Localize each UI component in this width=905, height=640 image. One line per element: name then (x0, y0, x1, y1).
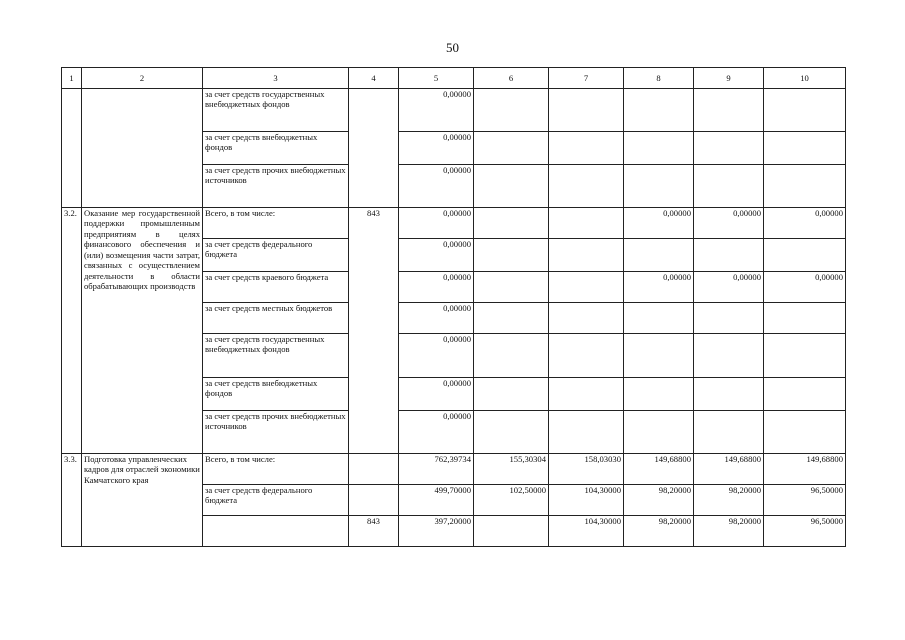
value-cell: 0,00000 (399, 272, 474, 303)
item-number: 3.3. (62, 454, 82, 547)
value-cell: 0,00000 (399, 208, 474, 239)
value-cell: 0,00000 (399, 378, 474, 411)
value-cell: 0,00000 (694, 208, 764, 239)
table-row (62, 208, 846, 239)
source-cell: Всего, в том числе: (203, 208, 349, 239)
column-header: 5 (399, 68, 474, 89)
value-cell: 0,00000 (399, 303, 474, 334)
source-cell: за счет средств внебюджетных фондов (203, 378, 349, 411)
value-cell: 149,68800 (694, 454, 764, 485)
value-cell: 0,00000 (399, 165, 474, 208)
value-cell: 96,50000 (764, 485, 846, 516)
value-cell (474, 516, 549, 547)
code-cell (349, 89, 399, 208)
item-title: Оказание мер государственной поддержки промышленным предприятиям в целях финансового обеспечения и (или) возмещения части затрат, связанных с осуществлением деятельности в области обрабатывающих производств (82, 208, 203, 454)
value-cell: 155,30304 (474, 454, 549, 485)
value-cell: 98,20000 (694, 485, 764, 516)
value-cell: 397,20000 (399, 516, 474, 547)
column-header: 7 (549, 68, 624, 89)
column-header: 8 (624, 68, 694, 89)
source-cell: за счет средств прочих внебюджетных источников (203, 165, 349, 208)
item-title: Подготовка управленческих кадров для отраслей экономики Камчатского края (82, 454, 203, 547)
value-cell: 0,00000 (399, 334, 474, 378)
item-number-cell (62, 89, 82, 208)
page-number: 50 (446, 40, 459, 55)
column-header: 4 (349, 68, 399, 89)
column-header: 9 (694, 68, 764, 89)
value-cell: 149,68800 (624, 454, 694, 485)
header-row (62, 68, 846, 89)
value-cell: 104,30000 (549, 516, 624, 547)
value-cell: 98,20000 (624, 485, 694, 516)
column-header: 1 (62, 68, 82, 89)
value-cell: 0,00000 (694, 272, 764, 303)
code-cell: 843 (349, 516, 399, 547)
code-cell (349, 485, 399, 516)
table-row (62, 454, 846, 485)
source-cell: за счет средств внебюджетных фондов (203, 132, 349, 165)
value-cell: 0,00000 (399, 411, 474, 454)
value-cell: 98,20000 (624, 516, 694, 547)
value-cell: 0,00000 (764, 272, 846, 303)
value-cell: 104,30000 (549, 485, 624, 516)
value-cell: 0,00000 (399, 89, 474, 132)
value-cell: 102,50000 (474, 485, 549, 516)
value-cell: 0,00000 (399, 239, 474, 272)
source-cell: за счет средств государственных внебюджетных фондов (203, 89, 349, 132)
column-header: 6 (474, 68, 549, 89)
column-header: 3 (203, 68, 349, 89)
source-cell (203, 516, 349, 547)
value-cell: 96,50000 (764, 516, 846, 547)
value-cell: 0,00000 (399, 132, 474, 165)
value-cell: 98,20000 (694, 516, 764, 547)
code-cell (349, 454, 399, 485)
budget-table (61, 67, 846, 547)
code-cell: 843 (349, 208, 399, 454)
source-cell: за счет средств местных бюджетов (203, 303, 349, 334)
table-row (62, 89, 846, 132)
value-cell: 0,00000 (624, 272, 694, 303)
source-cell: за счет средств краевого бюджета (203, 272, 349, 303)
item-title-cell (82, 89, 203, 208)
column-header: 2 (82, 68, 203, 89)
value-cell: 762,39734 (399, 454, 474, 485)
source-cell: за счет средств государственных внебюджетных фондов (203, 334, 349, 378)
value-cell: 0,00000 (624, 208, 694, 239)
value-cell: 0,00000 (764, 208, 846, 239)
value-cell: 499,70000 (399, 485, 474, 516)
item-number: 3.2. (62, 208, 82, 454)
source-cell: за счет средств прочих внебюджетных источников (203, 411, 349, 454)
source-cell: за счет средств федерального бюджета (203, 239, 349, 272)
value-cell: 149,68800 (764, 454, 846, 485)
source-cell: за счет средств федерального бюджета (203, 485, 349, 516)
column-header: 10 (764, 68, 846, 89)
source-cell: Всего, в том числе: (203, 454, 349, 485)
value-cell: 158,03030 (549, 454, 624, 485)
